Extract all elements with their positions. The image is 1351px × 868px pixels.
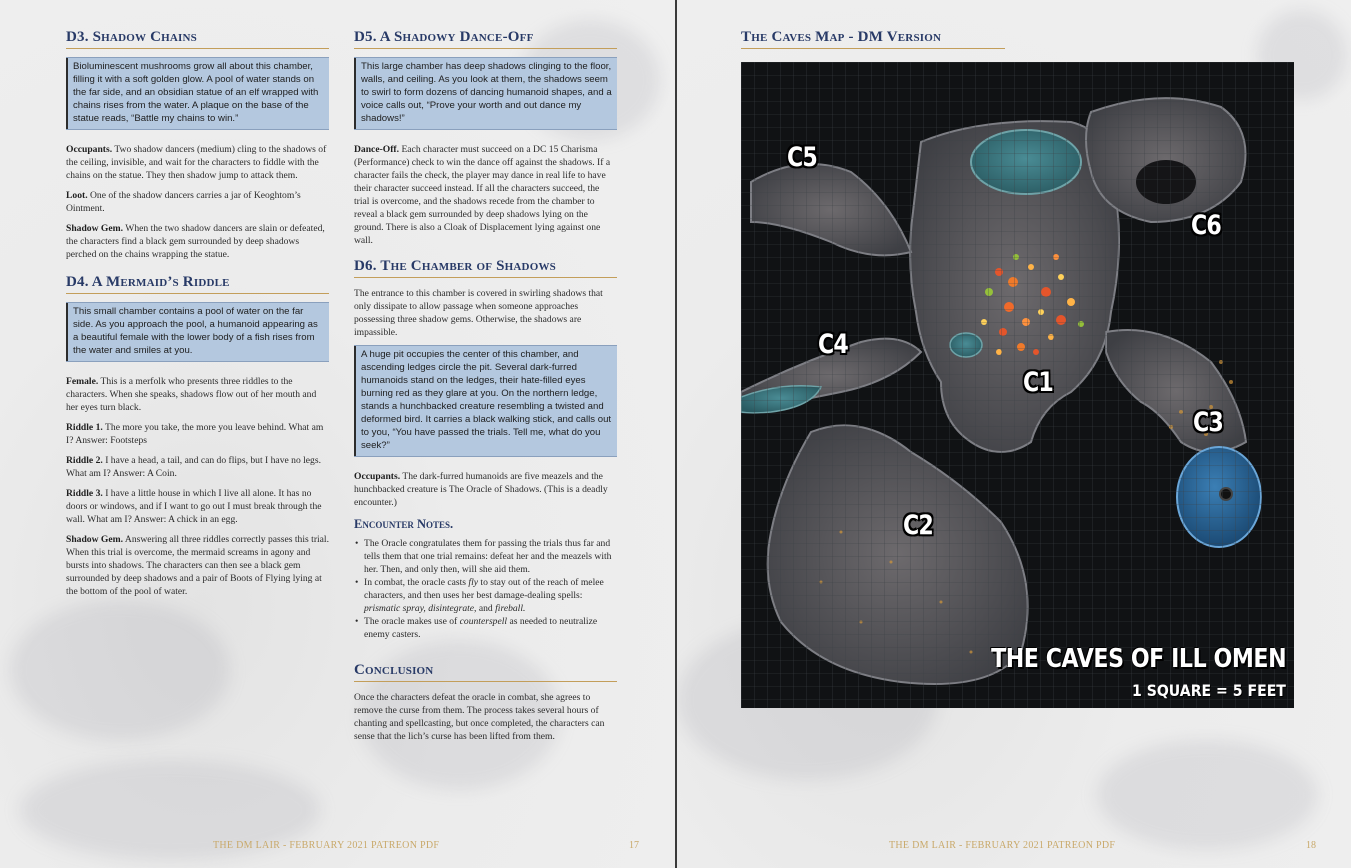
map-label-c4: C4: [818, 329, 849, 360]
d3-loot-label: Loot.: [66, 190, 88, 201]
right-column: [354, 28, 617, 750]
d3-occupants: [66, 143, 329, 182]
d6-occupants: [354, 470, 617, 509]
d4-gem-text: Answering all three riddles correctly passes this trial. When this trial is overcome, the mermaid screams in agony and bursts into shadows. The characters can then see a black gem surrounded by deep shadows and a pair of Boots of Flying lying at the bottom of the pool of water.: [66, 534, 329, 597]
map-label-c6: C6: [1191, 210, 1222, 241]
caves-map: [741, 62, 1294, 708]
d4-female-label: Female.: [66, 376, 99, 387]
d3-loot-text: One of the shadow dancers carries a jar of Keoghtom’s Ointment.: [66, 190, 301, 214]
d6-intro: The entrance to this chamber is covered in swirling shadows that only dissipate to allow passage when someone approaches possessing three shadow gems. Otherwise, the shadows are impassible.: [354, 288, 603, 338]
d4-r1-text: The more you take, the more you leave behind. What am I? Answer: Footsteps: [66, 422, 324, 446]
d6-occupants-text: The dark-furred humanoids are five meazels and the hunchbacked creature is The Oracle of Shadows. (This is a deadly encounter.): [354, 471, 608, 508]
page-footer: THE DM LAIR - FEBRUARY 2021 PATREON PDF: [889, 840, 1116, 851]
d3-shadow-gem: [66, 222, 329, 261]
d3-readaloud-box: Bioluminescent mushrooms grow all about this chamber, filling it with a soft golden glow. A pool of water stands on the far side, and an obsidian statue of an elf wrapped with chains rises from the water. A plaque on the base of the statue reads, “Battle my chains to win.”: [66, 58, 329, 129]
map-label-c2: C2: [903, 510, 934, 541]
d4-gem-label: Shadow Gem.: [66, 534, 124, 545]
conclusion-text: Once the characters defeat the oracle in combat, she agrees to remove the curse from them. The process takes several hours of chanting and spellcasting, but once completed, the characters can sense that the lich’s curse has been lifted from them.: [354, 692, 605, 742]
map-label-c5: C5: [787, 142, 818, 173]
map-caption-title: THE CAVES OF ILL OMEN: [990, 644, 1286, 674]
d3-gem-text: When the two shadow dancers are slain or defeated, the characters find a black gem surrounded by deep shadows perched on the chains wrapping the statue.: [66, 223, 325, 260]
section-d3-title: D3. Shadow Chains: [66, 28, 329, 49]
d4-r1-label: Riddle 1.: [66, 422, 103, 433]
left-page: [0, 0, 675, 868]
section-d6-title: D6. The Chamber of Shadows: [354, 257, 617, 278]
map-label-c3: C3: [1193, 407, 1224, 438]
d3-occupants-text: Two shadow dancers (medium) cling to the shadows of the ceiling, invisible, and wait for the characters to fiddle with the chains on the statue. They then shadow jump to attack them.: [66, 144, 327, 181]
list-item: • The oracle makes use of counterspell as needed to neutralize enemy casters.: [354, 615, 617, 641]
map-scale-note: 1 SQUARE = 5 FEET: [1132, 681, 1286, 700]
right-page: [677, 0, 1351, 868]
d5-readaloud-box: This large chamber has deep shadows clinging to the floor, walls, and ceiling. As you look at them, the shadows seem to swirl to form dozens of dancing humanoid shapes, and a voice calls out, “Prove your worth and out dance my shadows!”: [354, 58, 617, 129]
d4-r2-label: Riddle 2.: [66, 455, 103, 466]
d5-dance-text: Each character must succeed on a DC 15 Charisma (Performance) check to win the dance off against the shadows. If a character fails the check, the player may dance in real life to have their character succeed instead. If all the characters succeed, the trial is overcome, and the shadows recede from the chamber to reveal a black gem surrounded by deep shadows lying on the ground. There is also a Cloak of Displacement lying against one wall.: [354, 144, 611, 246]
section-d4-title: D4. A Mermaid’s Riddle: [66, 273, 329, 294]
d4-female-text: This is a merfolk who presents three riddles to the characters. When she speaks, shadows flow out of her mouth and her eyes turn black.: [66, 376, 317, 413]
left-column: [66, 28, 329, 605]
d3-loot: [66, 189, 329, 215]
map-illustration: [741, 62, 1294, 708]
d6-readaloud-box: A huge pit occupies the center of this chamber, and ascending ledges circle the pit. Several dark-furred humanoids stand on the ledges, their hate-filled eyes burning red as they glare at you. On the northern ledge, stands a hunchbacked creature resembling a twisted and deformed bird. It carries a black walking stick, and calls out to you, “You have passed the trials. Tell me, what do you seek?”: [354, 346, 617, 456]
encounter-notes-title: Encounter Notes.: [354, 517, 454, 531]
d4-r3-text: I have a little house in which I live all alone. It has no doors or windows, and if I want to go out I must break through the wall. What am I? Answer: A chick in an egg.: [66, 488, 322, 525]
page-number: 17: [629, 840, 639, 851]
page-footer: THE DM LAIR - FEBRUARY 2021 PATREON PDF: [213, 840, 440, 851]
map-label-c1: C1: [1023, 367, 1054, 398]
encounter-notes-list: [354, 537, 617, 641]
d6-occupants-label: Occupants.: [354, 471, 401, 482]
section-d5-title: D5. A Shadowy Dance-Off: [354, 28, 617, 49]
d4-riddle-1: [66, 421, 329, 447]
d5-dance-off: [354, 143, 617, 247]
d3-occupants-label: Occupants.: [66, 144, 113, 155]
d5-dance-label: Dance-Off.: [354, 144, 400, 155]
d4-readaloud-box: This small chamber contains a pool of water on the far side. As you approach the pool, a humanoid appearing as a beautiful female with the lower body of a fish rises from the water and smiles at you.: [66, 303, 329, 361]
d4-r2-text: I have a head, a tail, and can do flips, but I have no legs. What am I? Answer: A Coin.: [66, 455, 321, 479]
section-conclusion-title: Conclusion: [354, 661, 617, 682]
d3-gem-label: Shadow Gem.: [66, 223, 124, 234]
list-item: • The Oracle congratulates them for passing the trials thus far and tells them that one trial remains: defeat her and the meazels with her. Then, and only then, will she aid them.: [354, 537, 617, 576]
page-number: 18: [1306, 840, 1316, 851]
map-page-title: The Caves Map - DM Version: [741, 28, 1005, 49]
d4-riddle-3: [66, 487, 329, 526]
d4-r3-label: Riddle 3.: [66, 488, 103, 499]
d4-female: [66, 375, 329, 414]
d4-shadow-gem: [66, 533, 329, 598]
d4-riddle-2: [66, 454, 329, 480]
list-item: • In combat, the oracle casts fly to stay out of the reach of melee characters, and then uses her best damage-dealing spells: prismatic spray, disintegrate, and fireball.: [354, 576, 617, 615]
